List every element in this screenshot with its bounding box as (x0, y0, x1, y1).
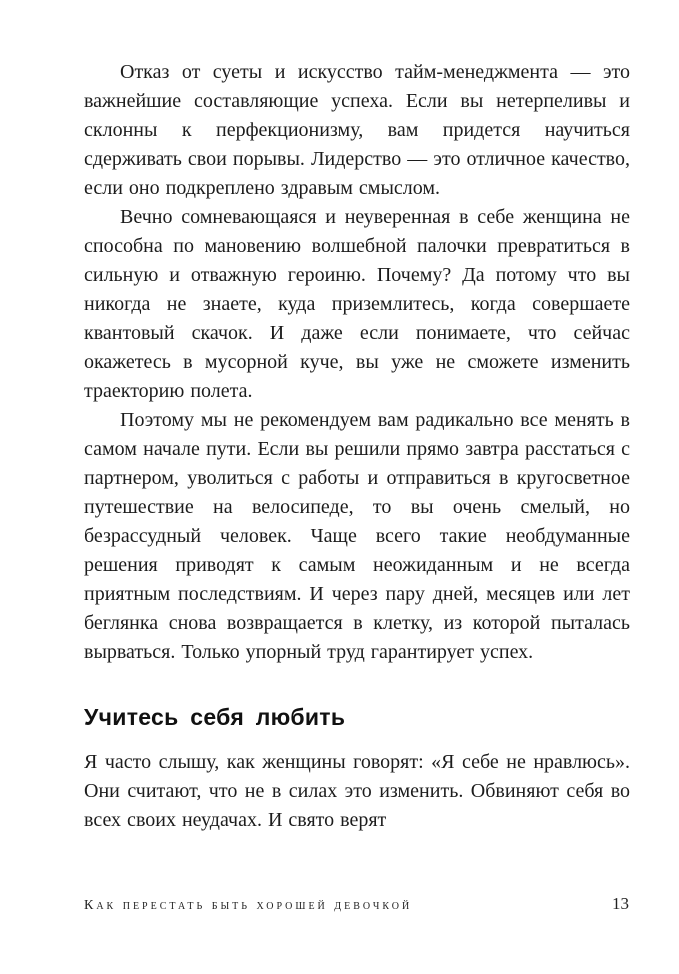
running-title: Как перестать быть хорошей девочкой (84, 898, 413, 913)
page-content (84, 58, 630, 835)
paragraph: Поэтому мы не рекомендуем вам радикально все менять в самом начале пути. Если вы решили прямо завтра расстаться с партнером, уволиться с работы и отправиться в кругосветное путешествие на велосипеде, то вы очень смелый, но безрассудный человек. Чаще всего такие необдуманные решения приводят к самым неожиданным и не всегда приятным последствиям. И через пару дней, месяцев или лет беглянка снова возвращается в клетку, из которой пыталась вырваться. Только упорный труд гарантирует успех. (84, 409, 630, 663)
section-heading: Учитесь себя любить (84, 704, 346, 730)
paragraph: Вечно сомневающаяся и неуверенная в себе женщина не способна по мановению волшебной палочки превратиться в сильную и отважную героиню. Почему? Да потому что вы никогда не знаете, куда приземлитесь, когда совершаете квантовый скачок. И даже если понимаете, что сейчас окажетесь в мусорной куче, вы уже не сможете изменить траекторию полета. (84, 206, 630, 402)
page-number: 13 (612, 894, 629, 913)
paragraph: Отказ от суеты и искусство тайм-менеджмента — это важнейшие составляющие успеха. Если вы нетерпеливы и склонны к перфекционизму, вам придется научиться сдерживать свои порывы. Лидерство — это отличное качество, если оно подкреплено здравым смыслом. (84, 61, 630, 199)
paragraph: Я часто слышу, как женщины говорят: «Я себе не нравлюсь». Они считают, что не в силах это изменить. Обвиняют себя во всех своих неудачах. И свято верят (84, 751, 630, 831)
running-footer (84, 894, 629, 914)
